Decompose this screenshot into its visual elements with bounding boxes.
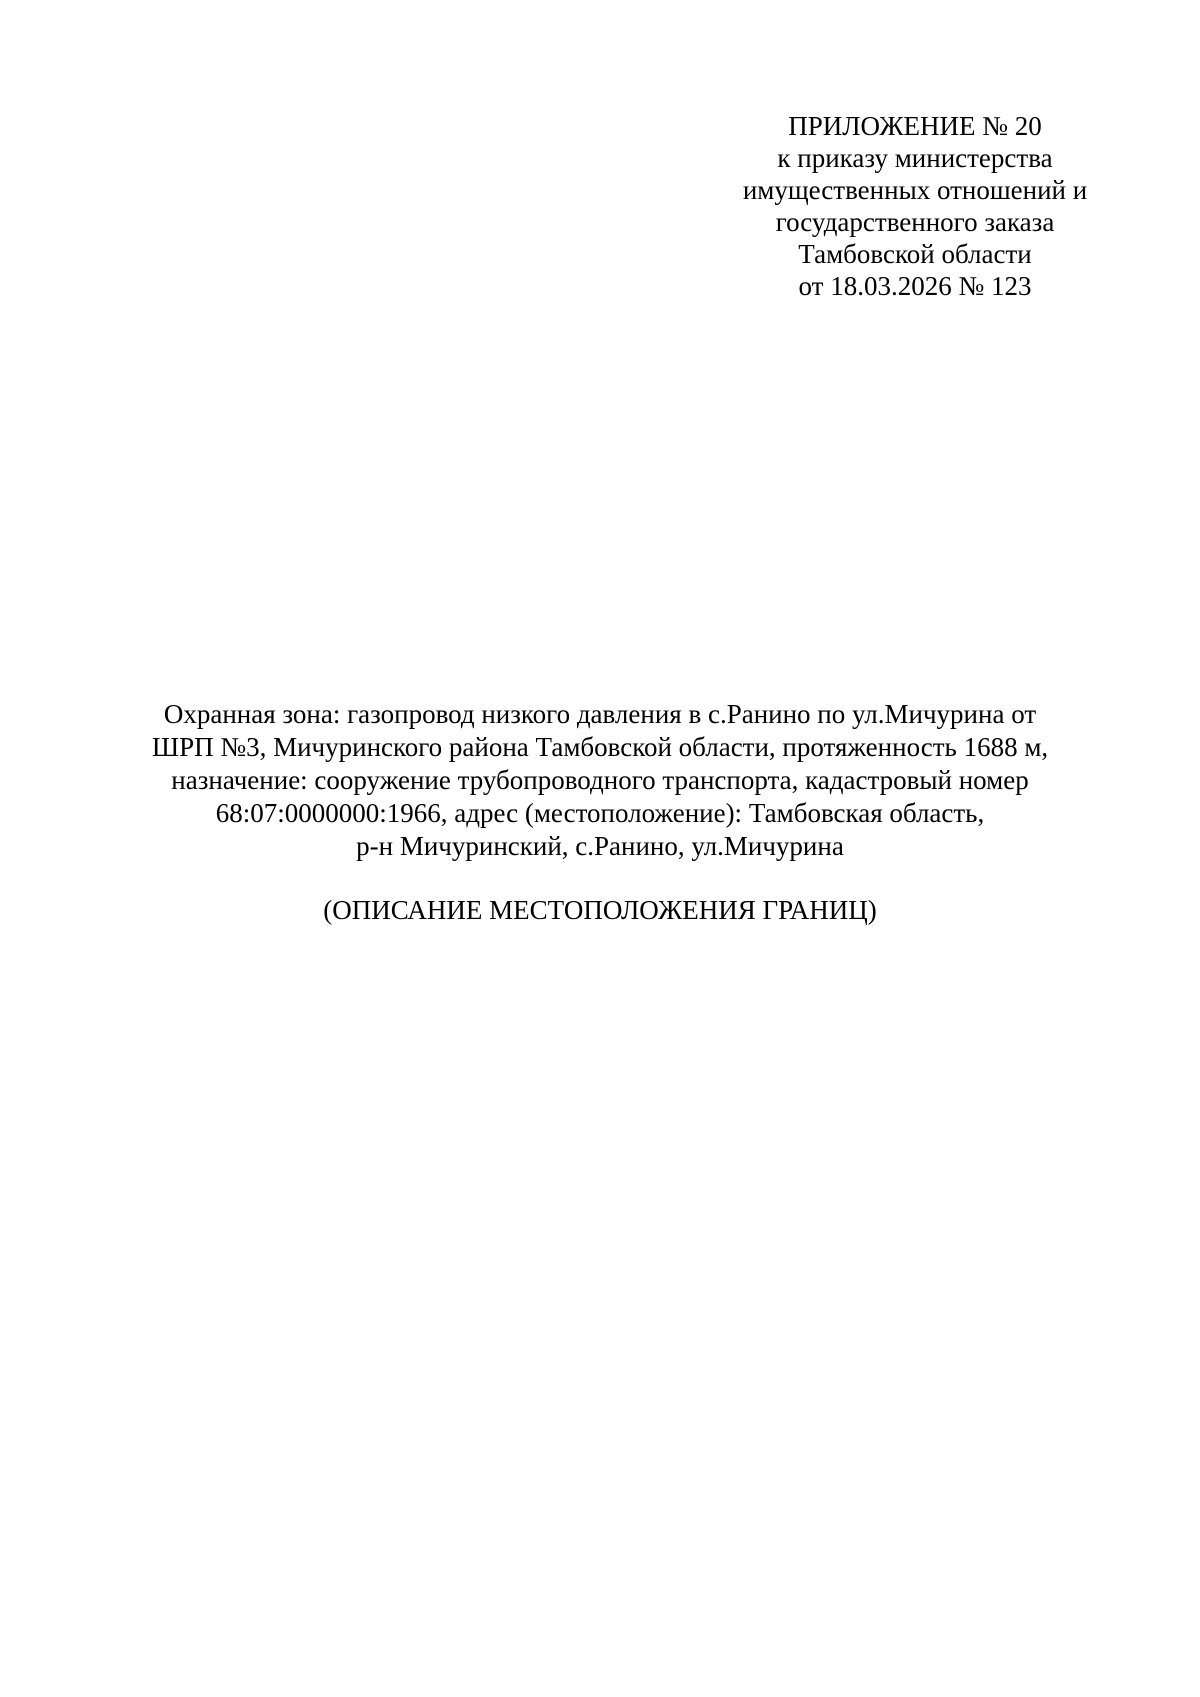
appendix-line-order-ref: к приказу министерства [777,143,1053,173]
appendix-line-region: Тамбовской области [798,239,1032,269]
appendix-line-date-number: от 18.03.2026 № 123 [798,271,1032,301]
appendix-line-ministry: имущественных отношений и [742,175,1088,205]
zone-description [100,698,1100,863]
description-line-2: ШРП №3, Мичуринского района Тамбовской области, протяженность 1688 м, [151,732,1049,762]
description-line-5: р-н Мичуринский, с.Ранино, ул.Мичурина [356,831,844,861]
appendix-title: ПРИЛОЖЕНИЕ № 20 [788,111,1042,141]
section-heading: (ОПИСАНИЕ МЕСТОПОЛОЖЕНИЯ ГРАНИЦ) [323,895,877,925]
description-line-1: Охранная зона: газопровод низкого давления в с.Ранино по ул.Мичурина от [163,699,1037,729]
description-line-3: назначение: сооружение трубопроводного транспорта, кадастровый номер [171,765,1029,795]
appendix-header [690,110,1140,302]
description-line-4: 68:07:0000000:1966, адрес (местоположение): Тамбовская область, [215,798,985,828]
appendix-line-ministry-cont: государственного заказа [775,207,1055,237]
